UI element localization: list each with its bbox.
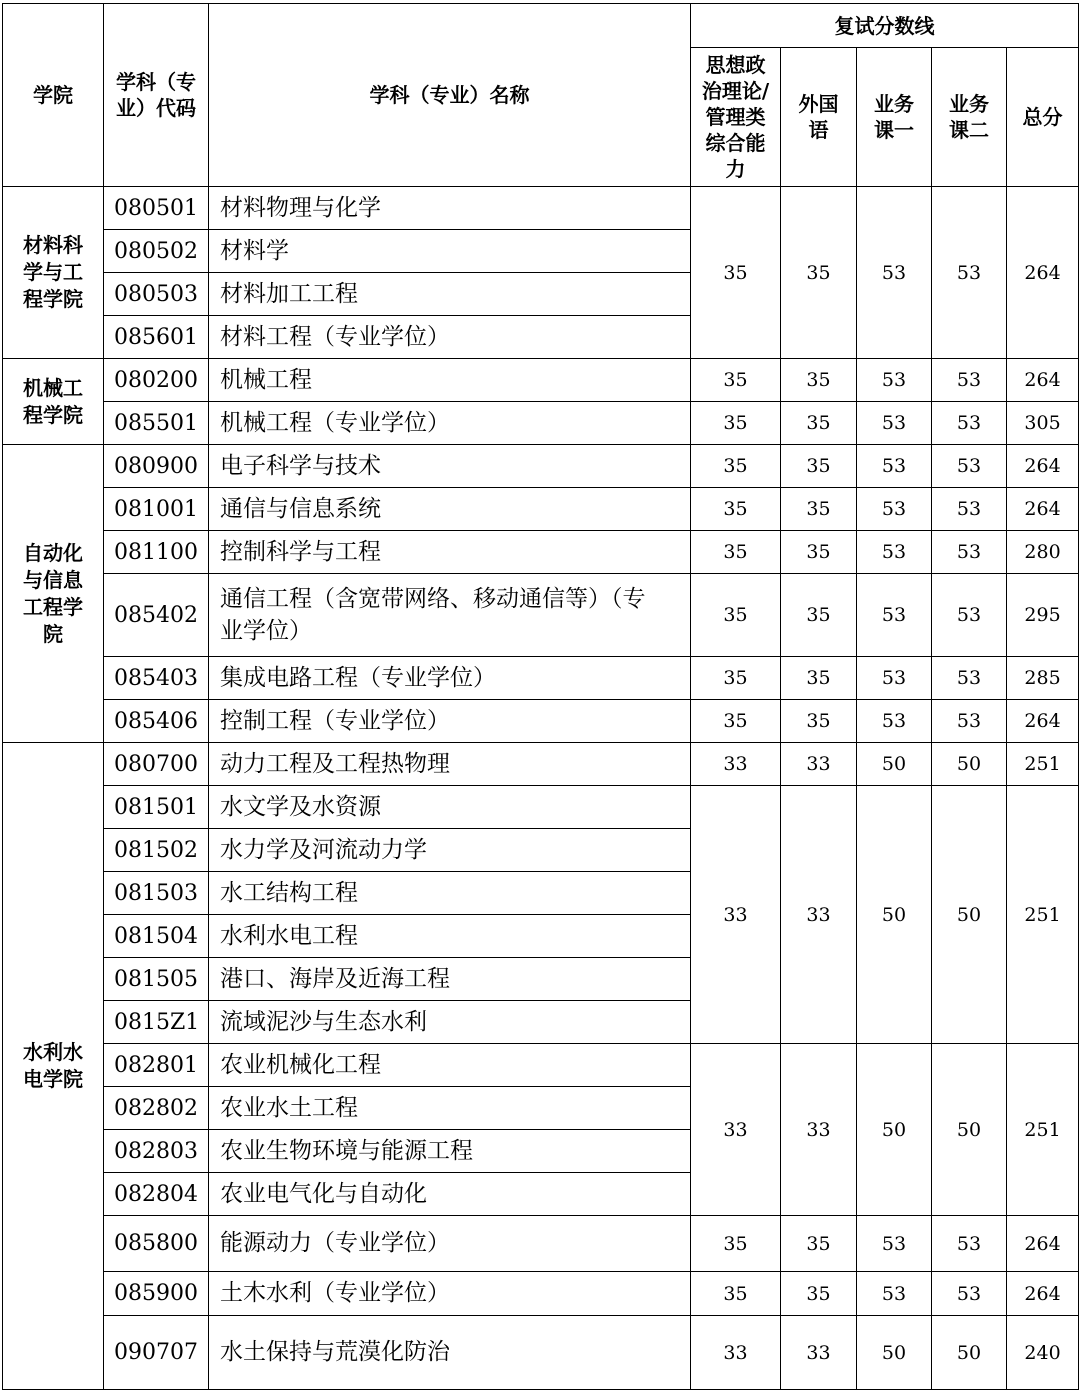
total-score: 251 — [1007, 1044, 1079, 1216]
foreign-score: 35 — [781, 187, 857, 359]
header-total: 总分 — [1007, 48, 1079, 187]
college-cell: 材料科学与工程学院 — [3, 187, 104, 359]
score-table — [2, 3, 1079, 1390]
politics-score: 35 — [691, 574, 781, 657]
name-cell: 材料物理与化学 — [209, 187, 691, 230]
name-cell: 农业水土工程 — [209, 1087, 691, 1130]
course1-score: 53 — [857, 657, 932, 700]
politics-score: 33 — [691, 743, 781, 786]
politics-score: 35 — [691, 488, 781, 531]
code-cell: 085402 — [104, 574, 209, 657]
name-cell: 水工结构工程 — [209, 872, 691, 915]
code-cell: 0815Z1 — [104, 1001, 209, 1044]
course2-score: 53 — [932, 531, 1007, 574]
course1-score: 53 — [857, 574, 932, 657]
course1-score: 50 — [857, 786, 932, 1044]
politics-score: 35 — [691, 1216, 781, 1272]
header-politics: 思想政治理论/管理类综合能力 — [691, 48, 781, 187]
code-cell: 081100 — [104, 531, 209, 574]
name-cell: 土木水利（专业学位） — [209, 1272, 691, 1316]
header-course1: 业务课一 — [857, 48, 932, 187]
politics-score: 35 — [691, 359, 781, 402]
total-score: 264 — [1007, 700, 1079, 743]
foreign-score: 33 — [781, 786, 857, 1044]
name-cell: 材料加工工程 — [209, 273, 691, 316]
course1-score: 53 — [857, 1216, 932, 1272]
table-row — [3, 786, 1079, 829]
code-cell: 081501 — [104, 786, 209, 829]
course1-score: 50 — [857, 1316, 932, 1390]
politics-score: 35 — [691, 187, 781, 359]
code-cell: 082803 — [104, 1130, 209, 1173]
code-cell: 085900 — [104, 1272, 209, 1316]
name-cell: 材料学 — [209, 230, 691, 273]
course1-score: 53 — [857, 531, 932, 574]
foreign-score: 35 — [781, 1216, 857, 1272]
header-row-1 — [3, 4, 1079, 48]
college-cell: 机械工程学院 — [3, 359, 104, 445]
name-cell: 农业电气化与自动化 — [209, 1173, 691, 1216]
code-cell: 082801 — [104, 1044, 209, 1087]
course2-score: 53 — [932, 488, 1007, 531]
name-cell: 电子科学与技术 — [209, 445, 691, 488]
foreign-score: 33 — [781, 743, 857, 786]
name-cell: 水文学及水资源 — [209, 786, 691, 829]
name-cell: 控制工程（专业学位） — [209, 700, 691, 743]
header-name: 学科（专业）名称 — [209, 4, 691, 187]
course2-score: 53 — [932, 657, 1007, 700]
course2-score: 53 — [932, 359, 1007, 402]
name-cell: 能源动力（专业学位） — [209, 1216, 691, 1272]
name-cell: 水力学及河流动力学 — [209, 829, 691, 872]
course1-score: 53 — [857, 488, 932, 531]
politics-score: 33 — [691, 786, 781, 1044]
code-cell: 081503 — [104, 872, 209, 915]
foreign-score: 35 — [781, 1272, 857, 1316]
code-cell: 080502 — [104, 230, 209, 273]
foreign-score: 35 — [781, 402, 857, 445]
total-score: 264 — [1007, 1272, 1079, 1316]
politics-score: 35 — [691, 700, 781, 743]
header-college: 学院 — [3, 4, 104, 187]
table-row — [3, 1044, 1079, 1087]
code-cell: 085403 — [104, 657, 209, 700]
politics-score: 35 — [691, 445, 781, 488]
course1-score: 53 — [857, 1272, 932, 1316]
name-cell: 机械工程（专业学位） — [209, 402, 691, 445]
foreign-score: 35 — [781, 488, 857, 531]
table-row — [3, 574, 1079, 657]
course2-score: 53 — [932, 402, 1007, 445]
course2-score: 50 — [932, 743, 1007, 786]
table-row — [3, 1272, 1079, 1316]
name-cell: 流域泥沙与生态水利 — [209, 1001, 691, 1044]
code-cell: 080503 — [104, 273, 209, 316]
name-cell: 材料工程（专业学位） — [209, 316, 691, 359]
course2-score: 50 — [932, 1316, 1007, 1390]
total-score: 264 — [1007, 488, 1079, 531]
code-cell: 085601 — [104, 316, 209, 359]
header-foreign: 外国语 — [781, 48, 857, 187]
course1-score: 53 — [857, 359, 932, 402]
politics-score: 35 — [691, 657, 781, 700]
code-cell: 080900 — [104, 445, 209, 488]
foreign-score: 35 — [781, 531, 857, 574]
table-row — [3, 531, 1079, 574]
college-cell: 水利水电学院 — [3, 743, 104, 1390]
name-cell: 水土保持与荒漠化防治 — [209, 1316, 691, 1390]
course1-score: 53 — [857, 187, 932, 359]
course1-score: 53 — [857, 700, 932, 743]
total-score: 251 — [1007, 786, 1079, 1044]
total-score: 305 — [1007, 402, 1079, 445]
header-code: 学科（专业）代码 — [104, 4, 209, 187]
total-score: 264 — [1007, 187, 1079, 359]
name-cell: 控制科学与工程 — [209, 531, 691, 574]
code-cell: 085406 — [104, 700, 209, 743]
name-cell: 机械工程 — [209, 359, 691, 402]
code-cell: 080200 — [104, 359, 209, 402]
table-row — [3, 657, 1079, 700]
table-row — [3, 402, 1079, 445]
code-cell: 082804 — [104, 1173, 209, 1216]
name-cell: 港口、海岸及近海工程 — [209, 958, 691, 1001]
politics-score: 35 — [691, 1272, 781, 1316]
table-row — [3, 1316, 1079, 1390]
politics-score: 33 — [691, 1316, 781, 1390]
table-row — [3, 700, 1079, 743]
course1-score: 50 — [857, 1044, 932, 1216]
code-cell: 085501 — [104, 402, 209, 445]
name-cell: 农业生物环境与能源工程 — [209, 1130, 691, 1173]
code-cell: 081502 — [104, 829, 209, 872]
politics-score: 33 — [691, 1044, 781, 1216]
course1-score: 53 — [857, 445, 932, 488]
total-score: 251 — [1007, 743, 1079, 786]
header-score-group: 复试分数线 — [691, 4, 1079, 48]
code-cell: 080501 — [104, 187, 209, 230]
table-row — [3, 488, 1079, 531]
foreign-score: 33 — [781, 1044, 857, 1216]
course1-score: 50 — [857, 743, 932, 786]
table-row — [3, 1216, 1079, 1272]
code-cell: 090707 — [104, 1316, 209, 1390]
course2-score: 50 — [932, 1044, 1007, 1216]
code-cell: 081504 — [104, 915, 209, 958]
course1-score: 53 — [857, 402, 932, 445]
table-row — [3, 187, 1079, 230]
course2-score: 53 — [932, 1272, 1007, 1316]
politics-score: 35 — [691, 531, 781, 574]
course2-score: 53 — [932, 187, 1007, 359]
total-score: 264 — [1007, 445, 1079, 488]
total-score: 264 — [1007, 359, 1079, 402]
course2-score: 53 — [932, 700, 1007, 743]
code-cell: 080700 — [104, 743, 209, 786]
foreign-score: 35 — [781, 359, 857, 402]
foreign-score: 35 — [781, 700, 857, 743]
name-cell: 农业机械化工程 — [209, 1044, 691, 1087]
foreign-score: 35 — [781, 445, 857, 488]
politics-score: 35 — [691, 402, 781, 445]
name-cell: 水利水电工程 — [209, 915, 691, 958]
table-row — [3, 445, 1079, 488]
code-cell: 082802 — [104, 1087, 209, 1130]
name-cell: 通信与信息系统 — [209, 488, 691, 531]
course2-score: 53 — [932, 445, 1007, 488]
name-cell: 通信工程（含宽带网络、移动通信等）（专业学位） — [209, 574, 691, 657]
code-cell: 081505 — [104, 958, 209, 1001]
total-score: 295 — [1007, 574, 1079, 657]
table-row — [3, 359, 1079, 402]
foreign-score: 35 — [781, 574, 857, 657]
total-score: 280 — [1007, 531, 1079, 574]
code-cell: 085800 — [104, 1216, 209, 1272]
course2-score: 50 — [932, 786, 1007, 1044]
total-score: 285 — [1007, 657, 1079, 700]
code-cell: 081001 — [104, 488, 209, 531]
foreign-score: 33 — [781, 1316, 857, 1390]
college-cell: 自动化与信息工程学院 — [3, 445, 104, 743]
total-score: 264 — [1007, 1216, 1079, 1272]
course2-score: 53 — [932, 1216, 1007, 1272]
name-cell: 集成电路工程（专业学位） — [209, 657, 691, 700]
name-cell: 动力工程及工程热物理 — [209, 743, 691, 786]
header-course2: 业务课二 — [932, 48, 1007, 187]
course2-score: 53 — [932, 574, 1007, 657]
foreign-score: 35 — [781, 657, 857, 700]
total-score: 240 — [1007, 1316, 1079, 1390]
table-row — [3, 743, 1079, 786]
